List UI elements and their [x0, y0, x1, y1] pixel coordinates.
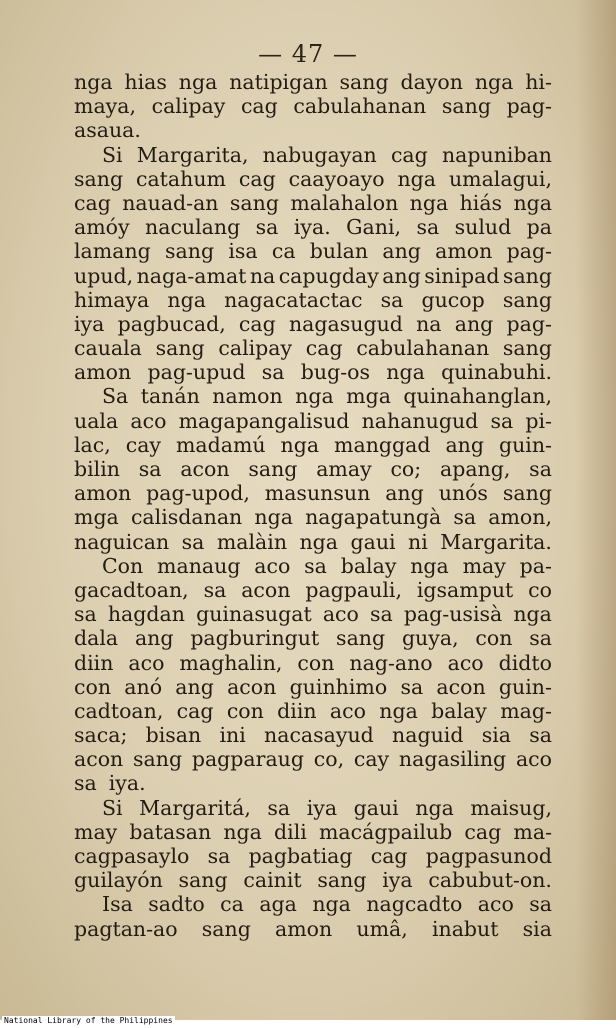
word: macágpailub [318, 819, 453, 844]
word: aco [447, 650, 484, 675]
word: nga [223, 819, 262, 844]
word: nga [254, 505, 293, 530]
word: amon [275, 916, 333, 941]
word: sa [529, 723, 552, 748]
word: lamang [74, 239, 151, 264]
word: nag-ano [349, 650, 433, 675]
word: pagpasunod [425, 844, 552, 868]
word: Gani, [346, 215, 402, 240]
word: maya, [74, 94, 136, 119]
word: amon, [488, 505, 552, 530]
word: sa [380, 287, 404, 312]
word: nahanugud [361, 408, 479, 433]
word: pagtan-ao [74, 916, 178, 941]
word: aco [515, 747, 552, 772]
word: cabulahanan [293, 94, 427, 119]
word: cabulahanan [356, 336, 490, 361]
word: sang [229, 190, 279, 215]
word: nga [312, 892, 351, 917]
word: gaui [353, 795, 399, 820]
word: napuniban [441, 142, 552, 167]
word: bulan [309, 239, 369, 264]
word: aga [259, 892, 297, 917]
word: guinhimo [289, 674, 388, 699]
word: pag-upud [147, 360, 246, 385]
word: sang [133, 747, 183, 772]
word: cabubut-on. [428, 868, 552, 893]
word: ini [219, 723, 246, 748]
word: nga [397, 166, 437, 191]
word: amóy [74, 215, 130, 240]
word: sang [165, 239, 215, 264]
word: con [297, 650, 335, 675]
word: natipigan [229, 70, 328, 94]
text-line [74, 457, 552, 481]
word: ang [175, 674, 214, 699]
word: cadtoan, [74, 698, 164, 723]
word: ang [382, 263, 421, 288]
word: sa [369, 602, 393, 627]
word: ca [220, 892, 244, 917]
word: guilayón [74, 868, 163, 893]
word: igsamput [416, 577, 514, 602]
word: sa [261, 360, 285, 385]
word: sa [453, 505, 477, 530]
word: sa [255, 215, 279, 240]
word: gaui [350, 529, 396, 554]
text-line [74, 626, 552, 650]
word: iya. [108, 771, 146, 796]
word: sia [481, 723, 512, 748]
text-line [74, 723, 552, 747]
text-line [74, 747, 552, 771]
word: madamú [175, 432, 266, 457]
text-line [74, 409, 552, 433]
word: cag [238, 166, 276, 191]
word: pag- [506, 311, 552, 336]
word: pagparaug [191, 747, 304, 772]
word: pag- [506, 239, 552, 264]
word: na [416, 311, 442, 336]
word: diin [74, 650, 114, 675]
word: cag [240, 94, 278, 119]
word: nga [295, 384, 334, 409]
word: ang [454, 311, 494, 336]
word: sinipad [424, 263, 500, 288]
word: dili [274, 819, 307, 844]
word: gucop [421, 287, 485, 312]
word: acon [436, 674, 486, 699]
word: caayoayo [288, 166, 385, 191]
word: sang [339, 70, 389, 94]
page-number: — 47 — [258, 40, 358, 68]
word: capugday [278, 263, 379, 288]
word: pagbatiag [248, 844, 353, 868]
word: upud, [74, 263, 134, 288]
word: sang [178, 868, 228, 893]
word: nga [386, 360, 425, 385]
word: magapangalisud [178, 408, 350, 433]
word: aco [329, 698, 366, 723]
word: pagbucad, [117, 311, 226, 336]
word: ca [271, 239, 296, 264]
word: sa [490, 408, 514, 433]
word: quinabuhi. [441, 360, 552, 385]
word: cag [464, 819, 502, 844]
word: naguican [74, 529, 170, 554]
word: Si [102, 142, 123, 167]
word: Margaritá, [139, 795, 251, 820]
word: cay [125, 432, 162, 457]
word: inabut [431, 916, 499, 941]
word: con [74, 674, 112, 699]
text-line [74, 892, 552, 916]
word: acon [180, 457, 230, 481]
word: pag-usisà [403, 602, 503, 627]
word: acon [227, 674, 277, 699]
word: sa [207, 844, 231, 868]
word: aco [130, 408, 167, 433]
text-line [74, 94, 552, 118]
word: didto [498, 650, 552, 675]
word: na [249, 263, 276, 288]
word: nga [474, 70, 514, 94]
word: co, [313, 747, 345, 772]
text-line [74, 143, 552, 167]
text-line [74, 167, 552, 191]
word: ni [408, 529, 428, 554]
word: nagacatactac [224, 287, 363, 312]
word: sa [400, 674, 424, 699]
word: pag- [506, 94, 552, 119]
word: may [462, 553, 506, 578]
text-line [74, 264, 552, 288]
word: hi- [525, 70, 552, 94]
word: guinasugat [196, 602, 312, 627]
word: cagpasaylo [74, 844, 190, 868]
word: amon [74, 360, 132, 385]
word: nga [513, 190, 552, 215]
word: sang [317, 868, 367, 893]
word: catahum [135, 166, 226, 191]
word: himaya [74, 287, 150, 312]
word: Con [102, 553, 144, 578]
word: pagpauli, [305, 577, 402, 602]
word: aco [128, 650, 165, 675]
word: cay [353, 747, 390, 772]
word: lac, [74, 432, 111, 457]
word: nagasugud [288, 311, 403, 336]
word: sa [138, 457, 162, 481]
word: Margarita, [136, 142, 249, 167]
text-line [74, 336, 552, 360]
word: ang [382, 239, 421, 264]
text-line [74, 917, 552, 941]
word: amon [74, 481, 132, 506]
word: umâ, [356, 916, 408, 941]
word: nagapatungà [305, 505, 442, 530]
word: sang [502, 336, 552, 361]
word: asaua. [74, 118, 141, 143]
word: hias [124, 70, 167, 94]
word: co; [390, 457, 422, 481]
word: iya. [293, 215, 331, 240]
word: cag [74, 190, 111, 215]
text-line [74, 360, 552, 384]
word: sa [529, 892, 552, 917]
word: iya [74, 311, 105, 336]
word: nga [299, 529, 339, 554]
word: sang [248, 457, 298, 481]
word: saca; [74, 723, 128, 748]
word: calipay [151, 94, 226, 119]
word: naculang [145, 215, 241, 240]
word: sa [416, 215, 440, 240]
word: sang [502, 287, 552, 312]
word: nga [178, 70, 218, 94]
word: bisan [145, 723, 202, 748]
word: amon [435, 239, 493, 264]
text-line [74, 578, 552, 602]
word: balay [340, 553, 397, 578]
word: mga [74, 505, 119, 530]
text-line [74, 384, 552, 408]
word: isa [228, 239, 258, 264]
word: balay [431, 698, 487, 723]
word: masunsun [264, 481, 371, 506]
word: sa [529, 626, 552, 651]
word: sa [203, 577, 227, 602]
text-line [74, 602, 552, 626]
word: diin [277, 698, 317, 723]
word: bug-os [300, 360, 371, 385]
word: aco [322, 602, 359, 627]
text-line [74, 215, 552, 239]
word: nga [379, 698, 418, 723]
word: nga [280, 432, 320, 457]
text-line [74, 191, 552, 215]
page-text [74, 70, 552, 941]
word: cag [390, 142, 428, 167]
word: ma- [513, 819, 552, 844]
word: co [528, 577, 552, 602]
word: nagcadto [366, 892, 463, 917]
word: amay [316, 457, 372, 481]
word: pagburingut [190, 626, 320, 651]
word: ang [134, 626, 174, 651]
word: acon [241, 577, 291, 602]
word: manggad [334, 432, 431, 457]
word: nga [513, 602, 552, 627]
word: sang [201, 916, 251, 941]
word: nacasayud [264, 723, 374, 748]
text-line [74, 771, 552, 795]
word: dayon [400, 70, 463, 94]
word: namon [212, 384, 283, 409]
word: sang [502, 263, 552, 288]
word: nabugayan [262, 142, 377, 167]
text-line [74, 505, 552, 529]
word: quinahanglan, [403, 384, 552, 409]
word: sang [74, 166, 124, 191]
word: manaug [157, 553, 241, 578]
word: dala [74, 626, 119, 651]
text-line [74, 868, 552, 892]
word: anó [124, 674, 163, 699]
word: hagdan [107, 602, 185, 627]
word: sulud [454, 215, 512, 240]
text-line [74, 312, 552, 336]
word: nga [74, 70, 113, 94]
text-line [74, 481, 552, 505]
word: tanán [140, 384, 200, 409]
word: calipay [218, 336, 293, 361]
word: nagasiling [398, 747, 507, 772]
word: iya [306, 795, 338, 820]
word: hiás [459, 190, 503, 215]
text-line [74, 554, 552, 578]
word: Si [102, 795, 123, 820]
word: sang [155, 336, 205, 361]
word: guin- [498, 432, 552, 457]
word: maghalin, [179, 650, 283, 675]
word: sa [181, 529, 205, 554]
word: con [475, 626, 513, 651]
word: batasan [129, 819, 212, 844]
word: sa [529, 457, 552, 481]
word: con [226, 698, 264, 723]
word: Sa [102, 384, 129, 409]
word: aco [477, 892, 514, 917]
word: maisug, [470, 795, 552, 820]
page-edge-shadow [576, 0, 616, 1020]
text-line [74, 288, 552, 312]
text-line [74, 796, 552, 820]
word: sang [336, 626, 386, 651]
text-line [74, 699, 552, 723]
word: cag [305, 336, 343, 361]
word: bilin [74, 457, 120, 481]
text-line [74, 118, 552, 142]
word: gacadtoan, [74, 577, 189, 602]
word: nga [409, 190, 449, 215]
word: pi- [525, 408, 552, 433]
word: mga [346, 384, 391, 409]
text-line [74, 433, 552, 457]
text-line [74, 651, 552, 675]
word: pag-upod, [146, 481, 250, 506]
word: ang [445, 432, 485, 457]
word: guin- [498, 674, 552, 699]
word: cag [370, 844, 408, 868]
word: naguid [392, 723, 464, 748]
word: naga-amat [136, 263, 247, 288]
word: calisdanan [130, 505, 243, 530]
word: sang [502, 481, 552, 506]
word: sia [522, 916, 552, 941]
word: aco [254, 553, 291, 578]
word: mag- [500, 698, 552, 723]
word: Isa [102, 892, 133, 917]
word: malahalon [290, 190, 399, 215]
word: sadto [148, 892, 205, 917]
word: guya, [401, 626, 459, 651]
word: cainit [243, 868, 302, 893]
text-line [74, 675, 552, 699]
text-line [74, 70, 552, 94]
text-line [74, 530, 552, 554]
word: sa [267, 795, 291, 820]
word: nga [415, 795, 454, 820]
word: nga [167, 287, 206, 312]
word: nauad-an [122, 190, 219, 215]
text-line [74, 820, 552, 844]
word: cag [238, 311, 276, 336]
word: malàin [216, 529, 288, 554]
word: umalagui, [448, 166, 552, 191]
word: pa [526, 215, 552, 240]
word: cag [176, 698, 214, 723]
word: nga [410, 553, 449, 578]
text-line [74, 239, 552, 263]
word: apang, [439, 457, 511, 481]
word: uala [74, 408, 119, 433]
word: unós [438, 481, 488, 506]
word: acon [74, 747, 124, 772]
library-credit: National Library of the Philippines [4, 1016, 173, 1025]
word: pa- [519, 553, 552, 578]
word: cauala [74, 336, 142, 361]
word: sang [441, 94, 491, 119]
word: iya [382, 868, 413, 893]
word: sa [74, 602, 97, 627]
word: sa [304, 553, 327, 578]
text-line [74, 844, 552, 868]
word: may [74, 819, 118, 844]
word: sa [74, 771, 97, 796]
word: Margarita. [440, 529, 552, 554]
word: ang [385, 481, 424, 506]
